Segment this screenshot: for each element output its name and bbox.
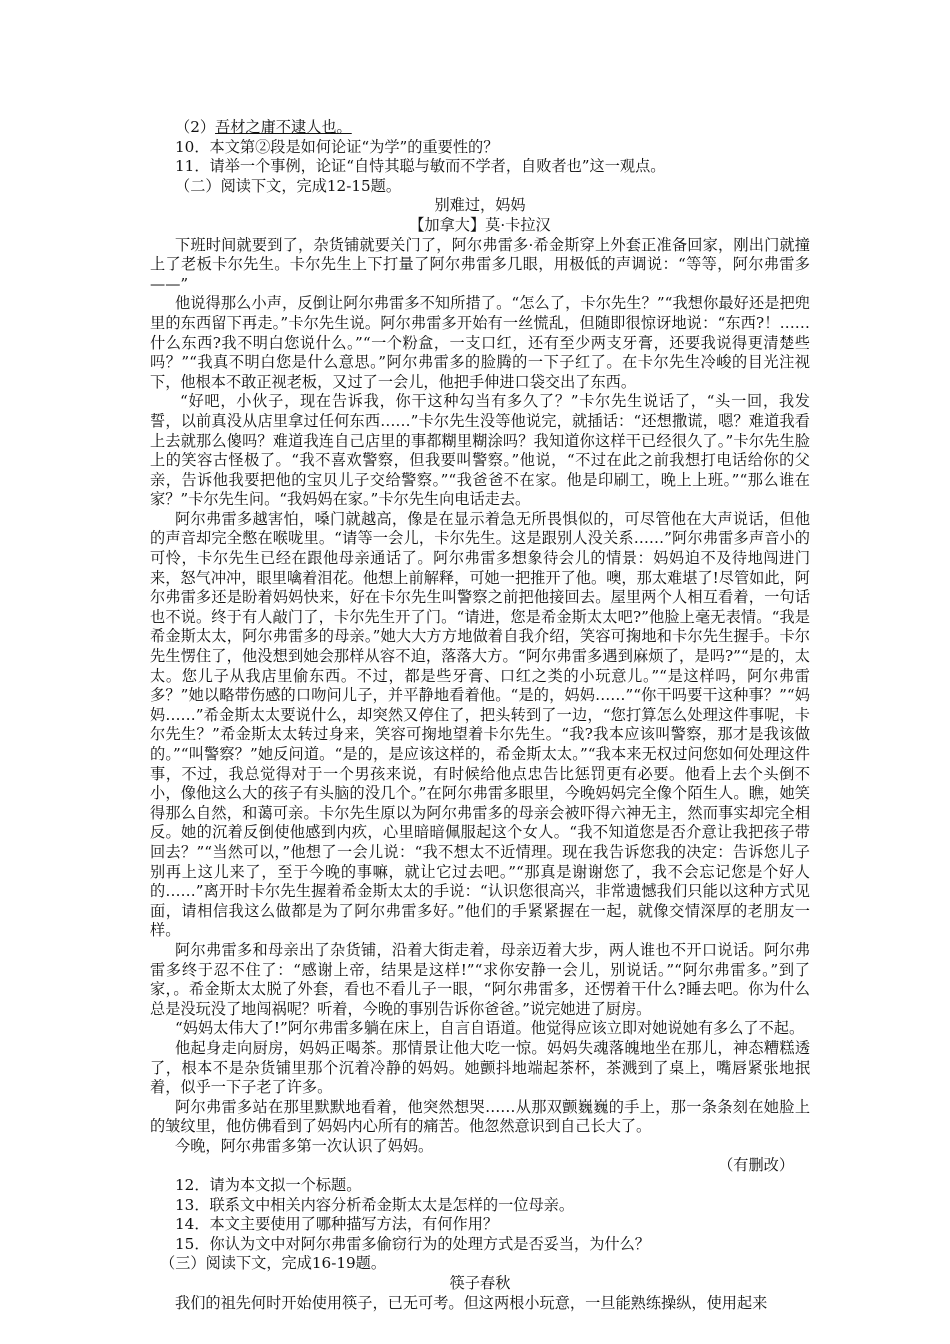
story-paragraph-5: 阿尔弗雷多和母亲出了杂货铺，沿着大街走着，母亲迈着大步，两人谁也不开口说话。阿尔弗雷多终于忍不住了：“感谢上帝，结果是这样!”“求你安静一会儿，别说话。”“阿尔弗雷多。”到了家，。希金斯太太脱了外套，看也不看儿子一眼，“阿尔弗雷多，还愣着干什么?睡去吧。你为什么总是没玩没了地闯祸呢？听着，今晚的事别告诉你爸爸。”说完她进了厨房。 (150, 940, 810, 1018)
story-author: 【加拿大】莫·卡拉汉 (409, 215, 551, 234)
underlined-phrase: 吾材之庸不逮人也。 (215, 118, 352, 136)
answer-item-2: （2）吾材之庸不逮人也。 (175, 118, 352, 136)
section-3-paragraph-1: 我们的祖先何时开始使用筷子，已无可考。但这两根小玩意，一旦能熟练操纵，使用起来 (175, 1293, 768, 1312)
story-paragraph-7: 他起身走向厨房，妈妈正喝茶。那情景让他大吃一惊。妈妈失魂落魄地坐在那儿，神态糟糕透了，根本不是杂货铺里那个沉着冷静的妈妈。她颤抖地端起茶杯，茶溅到了桌上，嘴唇紧张地抿着，似乎一下子老了许多。 (150, 1038, 810, 1097)
question-11: 11．请举一个事例，论证“自恃其聪与敏而不学者，自败者也”这一观点。 (175, 157, 666, 176)
story-paragraph-8: 阿尔弗雷多站在那里默默地看着，他突然想哭……从那双颤巍巍的手上，那一条条刻在她脸上的皱纹里，他仿佛看到了妈妈内心所有的痛苦。他忽然意识到自己长大了。 (150, 1097, 810, 1136)
section-3-intro: （三）阅读下文，完成16-19题。 (160, 1254, 387, 1273)
story-paragraph-9: 今晚，阿尔弗雷多第一次认识了妈妈。 (175, 1136, 434, 1155)
question-10: 10．本文第②段是如何论证“为学”的重要性的？ (175, 137, 499, 156)
story-paragraph-3: “好吧，小伙子，现在告诉我，你干这种勾当有多久了？”卡尔先生说话了，“头一回，我发誓，以前真没从店里拿过任何东西……”卡尔先生没等他说完，就插话：“还想撒谎，嗯？难道我看上去就那么傻吗？难道我连自己店里的事都糊里糊涂吗？我知道你这样干已经很久了。”卡尔先生脸上的笑容古怪极了。“我不喜欢警察，但我要叫警察。”他说，“不过在此之前我想打电话给你的父亲，告诉他我要把他的宝贝儿子交给警察。”“我爸爸不在家。他是印刷工，晚上上班。”“那么谁在家？”卡尔先生问。“我妈妈在家。”卡尔先生向电话走去。 (150, 392, 810, 509)
story-paragraph-1: 下班时间就要到了，杂货铺就要关门了，阿尔弗雷多·希金斯穿上外套正准备回家，刚出门就撞上了老板卡尔先生。卡尔先生上下打量了阿尔弗雷多几眼，用极低的声调说：“等等，阿尔弗雷多——” (150, 235, 810, 293)
question-14: 14．本文主要使用了哪种描写方法，有何作用？ (175, 1215, 499, 1234)
question-15: 15．你认为文中对阿尔弗雷多偷窃行为的处理方式是否妥当，为什么？ (175, 1234, 650, 1253)
story-paragraph-6: “妈妈太伟大了!”阿尔弗雷多躺在床上，自言自语道。他觉得应该立即对她说她有多么了不起。 (175, 1019, 805, 1038)
section-2-intro: （二）阅读下文，完成12-15题。 (175, 176, 402, 195)
question-12: 12．请为本文拟一个标题。 (175, 1176, 362, 1195)
question-13: 13．联系文中相关内容分析希金斯太太是怎样的一位母亲。 (175, 1195, 575, 1214)
story-paragraph-4: 阿尔弗雷多越害怕，嗓门就越高，像是在显示着急无所畏惧似的，可尽管他在大声说话，但他的声音却完全憋在喉咙里。“请等一会儿，卡尔先生。这是跟别人没关系……”阿尔弗雷多声音小的可怜，卡尔先生已经在跟他母亲通话了。阿尔弗雷多想象待会儿的情景：妈妈迫不及待地闯进门来，怒气冲冲，眼里噙着泪花。他想上前解释，可她一把推开了他。噢，那太难堪了!尽管如此，阿尔弗雷多还是盼着妈妈快来，好在卡尔先生叫警察之前把他接回去。屋里两个人相互看着，一句话也不说。终于有人敲门了，卡尔先生开了门。“请进，您是希金斯太太吧?”他脸上毫无表情。“我是希金斯太太，阿尔弗雷多的母亲。”她大大方方地做着自我介绍，笑容可掬地和卡尔先生握手。卡尔先生愣住了，他没想到她会那样从容不迫，落落大方。“阿尔弗雷多遇到麻烦了，是吗?”“是的，太太。您儿子从我店里偷东西。不过，都是些牙膏、口红之类的小玩意儿。”“是这样吗，阿尔弗雷多？”她以略带伤感的口吻问儿子，并平静地看着他。“是的，妈妈……”“你干吗要干这种事？”“妈妈……”希金斯太太要说什么，却突然又停住了，把头转到了一边，“您打算怎么处理这件事呢，卡尔先生？”希金斯太太转过身来，笑容可掬地望着卡尔先生。“我?我本应该叫警察，那才是我该做的。”“叫警察？”她反问道。“是的，是应该这样的，希金斯太太。”“我本来无权过问您如何处理这件事，不过，我总觉得对于一个男孩来说，有时候给他点忠告比惩罚更有必要。他看上去个头倒不小，像他这么大的孩子有头脑的没几个。”在阿尔弗雷多眼里，今晚妈妈完全像个陌生人。瞧，她笑得那么自然，和蔼可亲。卡尔先生原以为阿尔弗雷多的母亲会被吓得六神无主，然而事实却完全相反。她的沉着反倒使他感到内疚，心里暗暗佩服起这个女人。“我不知道您是否介意让我把孩子带回去？”“当然可以，”他想了一会儿说：“我不想太不近情理。现在我告诉您我的决定：告诉您儿子别再上这儿来了，至于今晚的事嘛，就让它过去吧。”“那真是谢谢您了，我不会忘记您是个好人的……”离开时卡尔先生握着希金斯太太的手说：“认识您很高兴，非常遗憾我们只能以这种方式见面，请相信我这么做都是为了阿尔弗雷多好。”他们的手紧紧握在一起，就像交情深厚的老朋友一样。 (150, 509, 810, 940)
section-3-title: 筷子春秋 (449, 1274, 511, 1293)
story-title: 别难过，妈妈 (434, 196, 526, 215)
document-content (150, 118, 810, 1313)
story-paragraph-2: 他说得那么小声，反倒让阿尔弗雷多不知所措了。“怎么了，卡尔先生？”“我想你最好还是把兜里的东西留下再走。”卡尔先生说。阿尔弗雷多开始有一丝慌乱，但随即很惊讶地说：“东西?！……什么东西?我不明白您说什么。”“一个粉盒，一支口红，还有至少两支牙膏，还要我说得更清楚些吗？”“我真不明白您是什么意思。”阿尔弗雷多的脸腾的一下子红了。在卡尔先生冷峻的目光注视下，他根本不敢正视老板，又过了一会儿，他把手伸进口袋交出了东西。 (150, 294, 810, 391)
revision-note: （有删改） (718, 1156, 794, 1175)
